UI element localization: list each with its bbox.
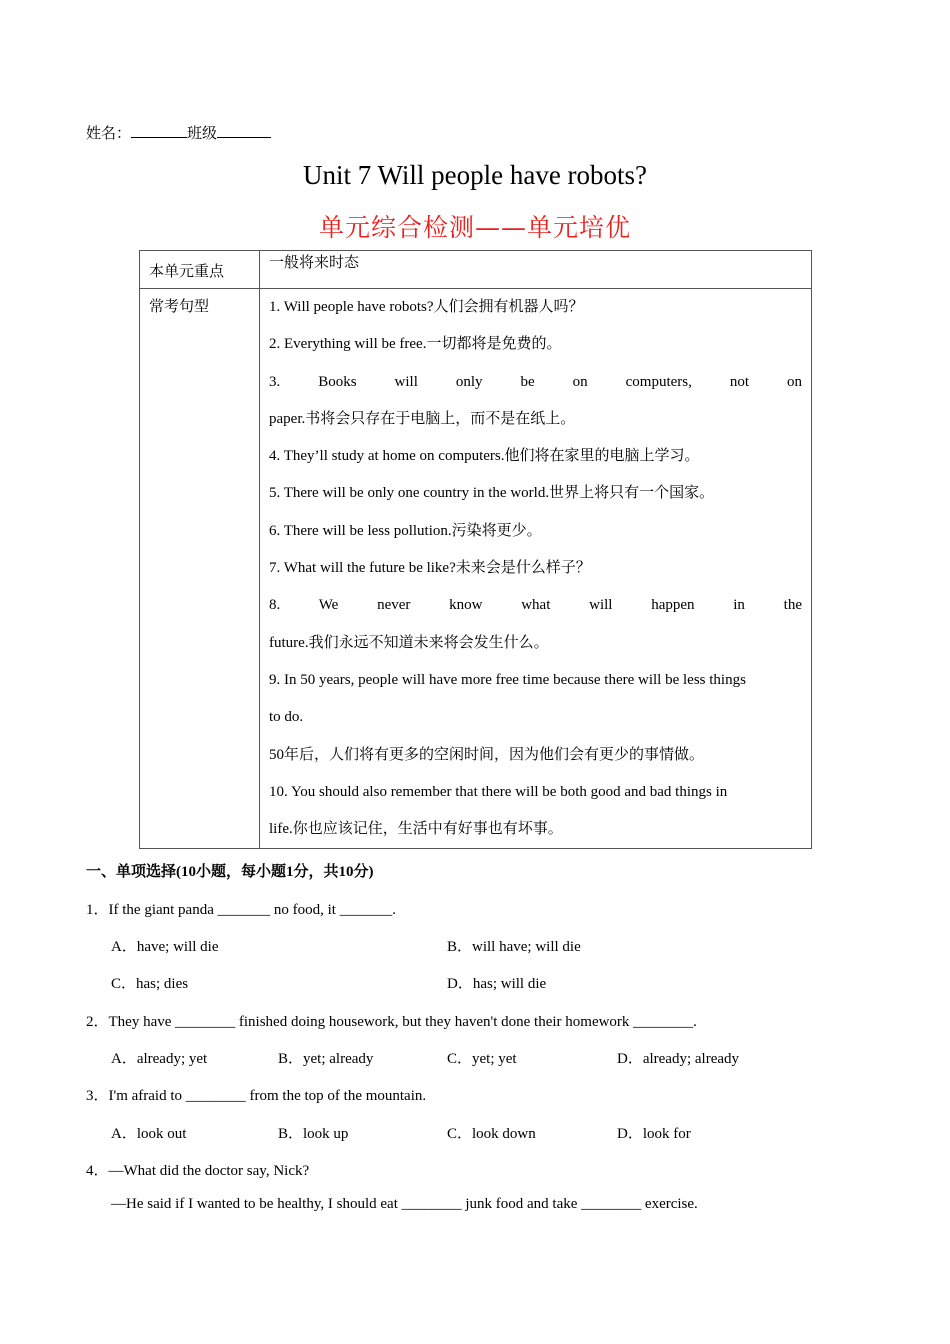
unit-focus-table xyxy=(139,250,812,849)
page-subtitle: 单元综合检测——单元培优 xyxy=(318,213,631,242)
option-b[interactable]: B．yet; already xyxy=(278,1051,374,1067)
sentence-line: 1. Will people have robots?人们会拥有机器人吗？ xyxy=(269,299,584,315)
focus-label: 本单元重点 xyxy=(140,251,260,289)
class-label: 班级 xyxy=(187,126,218,142)
name-class-line xyxy=(86,122,271,143)
sentence-line: 50年后，人们将有更多的空闲时间，因为他们会有更少的事情做。 xyxy=(269,746,705,763)
sentence-line: to do. xyxy=(269,709,304,726)
sentence-line: 2. Everything will be free.一切都将是免费的。 xyxy=(269,336,562,353)
sentence-line: 10. You should also remember that there will be both good and bad things in xyxy=(269,783,728,800)
question-stem: 3．I'm afraid to ________ from the top of the mountain. xyxy=(86,1088,427,1104)
table-row xyxy=(140,289,812,849)
option-a[interactable]: A．look out xyxy=(111,1126,187,1142)
focus-value: 一般将来时态 xyxy=(260,251,812,289)
sentences-label: 常考句型 xyxy=(149,299,210,315)
section-heading: 一、单项选择(10小题，每小题1分，共10分) xyxy=(86,864,374,880)
question-stem: 4．—What did the doctor say, Nick? xyxy=(86,1163,310,1179)
sentence-line: 3. Books will only be on computers, not on xyxy=(269,373,802,390)
sentence-line: paper.书将会只存在于电脑上，而不是在纸上。 xyxy=(269,410,576,427)
sentence-line: 7. What will the future be like?未来会是什么样子？ xyxy=(269,560,591,577)
sentence-line: 6. There will be less pollution.污染将更少。 xyxy=(269,522,542,539)
option-b[interactable]: B．will have; will die xyxy=(447,939,581,955)
sentences-cell xyxy=(260,289,812,849)
name-blank[interactable] xyxy=(131,125,187,138)
sentence-line: 9. In 50 years, people will have more free time because there will be less things xyxy=(269,671,746,688)
option-a[interactable]: A．already; yet xyxy=(111,1051,208,1067)
sentence-line: 5. There will be only one country in the world.世界上将只有一个国家。 xyxy=(269,485,715,502)
class-blank[interactable] xyxy=(217,125,271,138)
option-b[interactable]: B．look up xyxy=(278,1126,349,1142)
name-label: 姓名： xyxy=(86,126,132,142)
option-d[interactable]: D．already; already xyxy=(617,1051,740,1067)
option-d[interactable]: D．has; will die xyxy=(447,976,547,992)
question-stem-continued: —He said if I wanted to be healthy, I should eat ________ junk food and take ________ exercise. xyxy=(111,1196,698,1212)
question-stem: 1．If the giant panda _______ no food, it _______. xyxy=(86,902,396,918)
sentence-line: future.我们永远不知道未来将会发生什么。 xyxy=(269,634,549,651)
table-row xyxy=(140,251,812,289)
page-title: Unit 7 Will people have robots? xyxy=(302,160,648,190)
sentence-line: 4. They’ll study at home on computers.他们将在家里的电脑上学习。 xyxy=(269,448,700,465)
sentence-line: life.你也应该记住，生活中有好事也有坏事。 xyxy=(269,821,563,838)
question-stem: 2．They have ________ finished doing housework, but they haven't done their homework ________. xyxy=(86,1014,697,1030)
option-c[interactable]: C．look down xyxy=(447,1126,536,1142)
sentences-label-cell xyxy=(140,289,260,849)
option-c[interactable]: C．has; dies xyxy=(111,976,189,992)
option-d[interactable]: D．look for xyxy=(617,1126,691,1142)
sentence-line: 8. We never know what will happen in the xyxy=(269,597,802,614)
option-a[interactable]: A．have; will die xyxy=(111,939,219,955)
option-c[interactable]: C．yet; yet xyxy=(447,1051,517,1067)
